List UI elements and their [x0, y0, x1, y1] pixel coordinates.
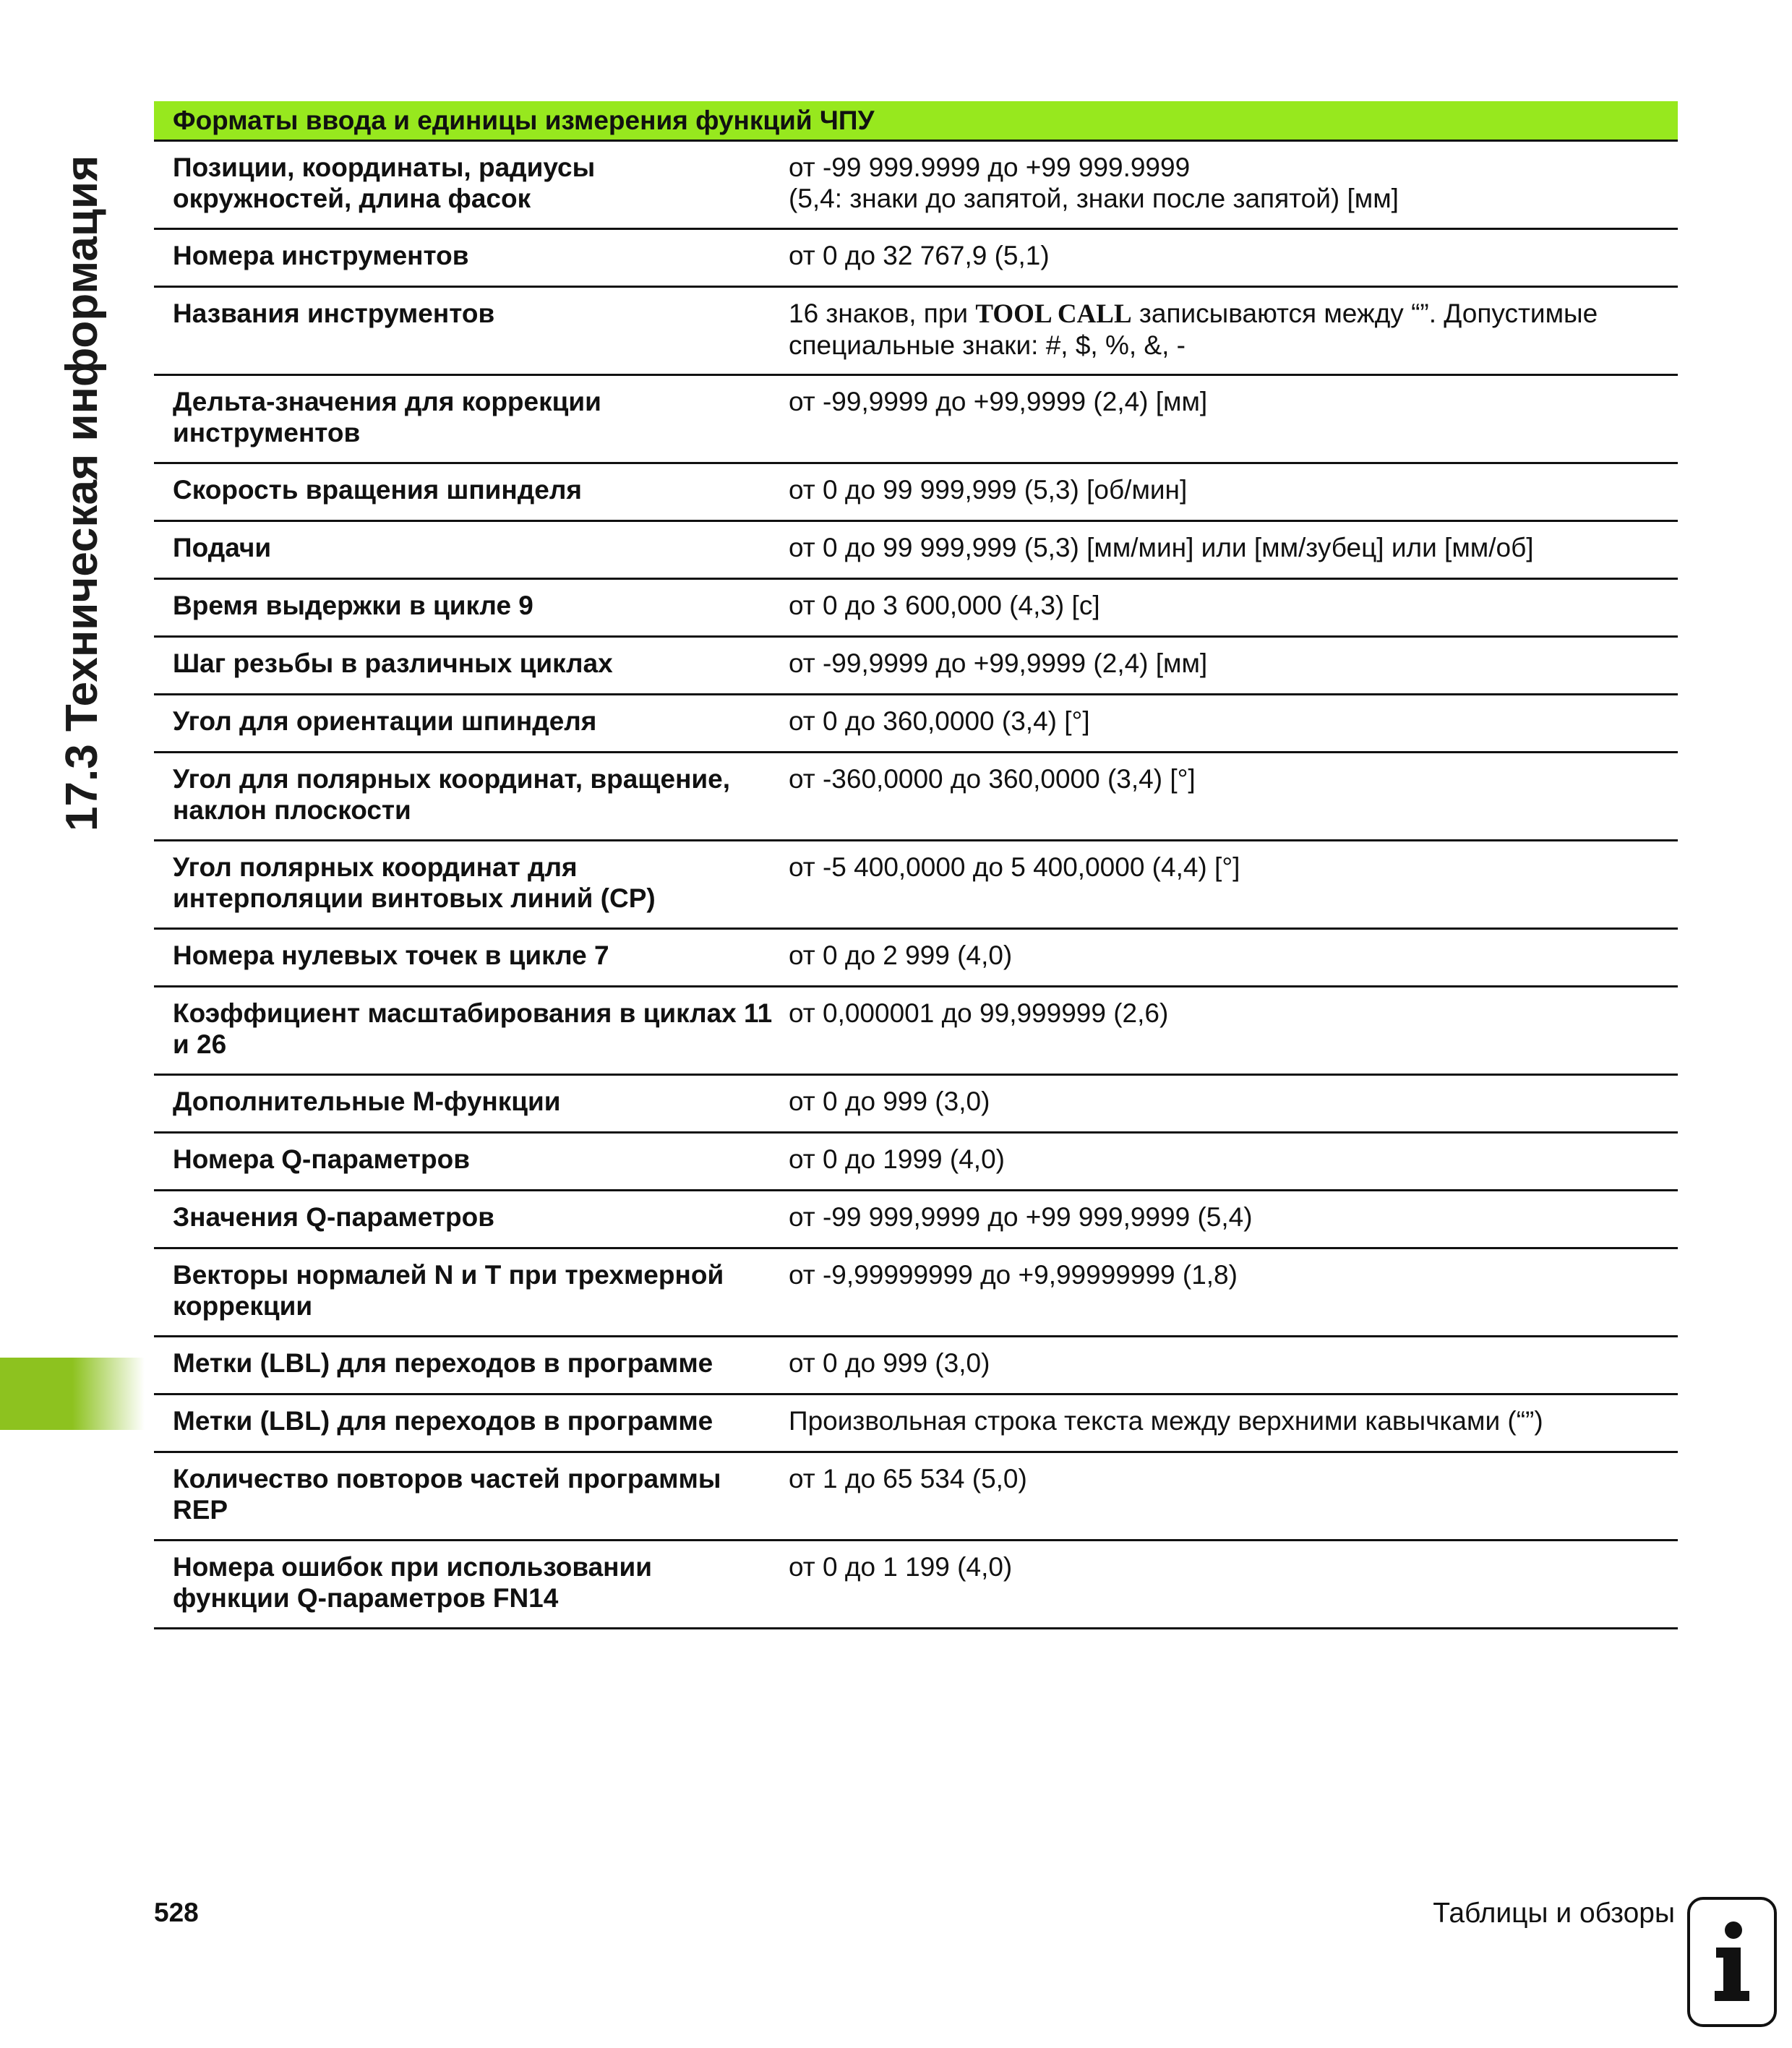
row-label: Метки (LBL) для переходов в программе [173, 1348, 713, 1378]
row-label: Подачи [173, 533, 272, 562]
table-row [154, 1191, 1678, 1249]
row-value: от 0,000001 до 99,999999 (2,6) [789, 998, 1169, 1028]
table-row [154, 638, 1678, 695]
table-row [154, 1395, 1678, 1453]
row-value: от 0 до 1 199 (4,0) [789, 1552, 1013, 1582]
table-row [154, 1076, 1678, 1134]
table-row [154, 1541, 1678, 1629]
row-label: Скорость вращения шпинделя [173, 475, 582, 505]
row-label: Позиции, координаты, радиусы окружностей, длина фасок [173, 153, 596, 213]
row-label: Номера Q-параметров [173, 1144, 470, 1174]
row-value: от 0 до 99 999,999 (5,3) [об/мин] [789, 475, 1188, 505]
table-row [154, 376, 1678, 464]
row-label: Номера ошибок при использовании функции Q-параметров FN14 [173, 1552, 653, 1613]
row-value: от -99,9999 до +99,9999 (2,4) [мм] [789, 387, 1208, 416]
row-value [773, 152, 1678, 228]
table-row [154, 695, 1678, 753]
table-row [154, 580, 1678, 638]
table-row [154, 753, 1678, 841]
section-marker-bar [0, 1358, 145, 1430]
row-label: Векторы нормалей N и T при трехмерной коррекции [173, 1260, 724, 1321]
row-value: от 0 до 32 767,9 (5,1) [789, 241, 1050, 270]
row-value: от 0 до 3 600,000 (4,3) [c] [789, 591, 1100, 620]
row-value: от 0 до 999 (3,0) [789, 1348, 990, 1378]
row-value [773, 298, 1678, 374]
row-label: Номера инструментов [173, 241, 469, 270]
row-label: Названия инструментов [173, 299, 495, 328]
row-label: Шаг резьбы в различных циклах [173, 648, 613, 678]
table-row [154, 288, 1678, 376]
row-value: от -9,99999999 до +9,99999999 (1,8) [789, 1260, 1238, 1290]
row-value-text: 16 знаков, при [789, 299, 976, 328]
row-label: Номера нулевых точек в цикле 7 [173, 941, 609, 970]
row-value: от 0 до 2 999 (4,0) [789, 941, 1013, 970]
table-row [154, 142, 1678, 230]
row-label: Угол для ориентации шпинделя [173, 706, 597, 736]
row-value: от -5 400,0000 до 5 400,0000 (4,4) [°] [789, 852, 1240, 882]
table-row [154, 522, 1678, 580]
info-icon [1687, 1897, 1777, 2027]
row-label: Угол для полярных координат, вращение, наклон плоскости [173, 764, 731, 825]
row-label: Дополнительные M-функции [173, 1087, 561, 1116]
row-value: Произвольная строка текста между верхними кавычками (“”) [789, 1406, 1543, 1436]
row-label: Дельта-значения для коррекции инструментов [173, 387, 601, 447]
row-label: Угол полярных координат для интерполяции винтовых линий (CP) [173, 852, 656, 913]
row-value-line: от -99 999.9999 до +99 999.9999 [789, 153, 1191, 182]
table-row [154, 841, 1678, 930]
row-label: Коэффициент масштабирования в циклах 11 и 26 [173, 998, 773, 1059]
row-label: Значения Q-параметров [173, 1202, 494, 1232]
row-label: Метки (LBL) для переходов в программе [173, 1406, 713, 1436]
row-value: от -99 999,9999 до +99 999,9999 (5,4) [789, 1202, 1253, 1232]
row-value: от 0 до 999 (3,0) [789, 1087, 990, 1116]
footer-section-title: Таблицы и обзоры [1433, 1898, 1675, 1929]
row-label: Количество повторов частей программы REP [173, 1464, 721, 1525]
row-value: от 0 до 360,0000 (3,4) [°] [789, 706, 1090, 736]
table-row [154, 1134, 1678, 1191]
table-row [154, 464, 1678, 522]
table-row [154, 1337, 1678, 1395]
table-header: Форматы ввода и единицы измерения функций ЧПУ [154, 101, 1678, 142]
info-glyph [1710, 1919, 1754, 2005]
page-number: 528 [154, 1898, 199, 1927]
tool-call-code: TOOL CALL [975, 299, 1132, 329]
row-value: от 1 до 65 534 (5,0) [789, 1464, 1027, 1494]
table-row [154, 230, 1678, 288]
row-value: от 0 до 99 999,999 (5,3) [мм/мин] или [мм/зубец] или [мм/об] [789, 533, 1534, 562]
row-value-line: (5,4: знаки до запятой, знаки после запятой) [мм] [789, 184, 1399, 213]
table-row [154, 930, 1678, 987]
row-label: Время выдержки в цикле 9 [173, 591, 533, 620]
row-value: от 0 до 1999 (4,0) [789, 1144, 1005, 1174]
table-row [154, 1453, 1678, 1541]
row-value: от -360,0000 до 360,0000 (3,4) [°] [789, 764, 1196, 794]
row-value: от -99,9999 до +99,9999 (2,4) [мм] [789, 648, 1208, 678]
section-heading: 17.3 Техническая информация [57, 155, 107, 831]
formats-table [154, 101, 1678, 1629]
table-row [154, 1249, 1678, 1337]
row-value-text: записываются между “”. Допустимые специальные знаки: #, $, %, &, - [789, 299, 1598, 360]
table-row [154, 987, 1678, 1076]
